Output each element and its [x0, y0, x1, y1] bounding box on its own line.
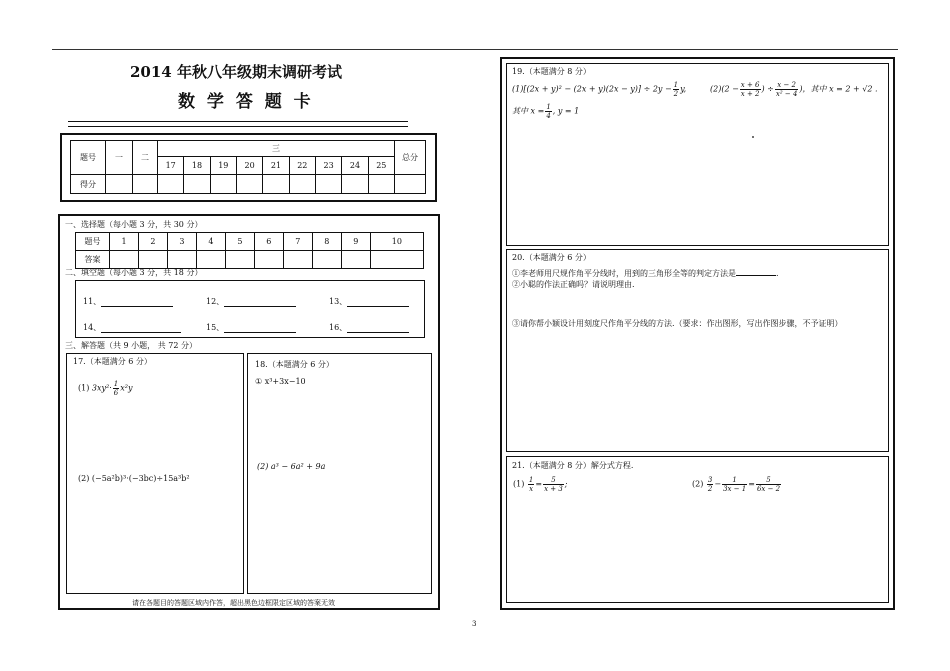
- score-cell[interactable]: [289, 175, 315, 194]
- score-sub-col: 23: [315, 157, 341, 175]
- score-row-label-num: 题号: [71, 141, 106, 175]
- q19-cond-num: 1: [546, 103, 551, 111]
- q19-part1: [512, 81, 686, 98]
- q21-p1-num2: 5: [543, 476, 564, 485]
- q19-cond-den: 4: [546, 112, 551, 120]
- score-sub-col: 20: [236, 157, 262, 175]
- q19-p1-fraction: [673, 81, 679, 98]
- section2-title: 二、填空题（每小题 3 分，共 18 分）: [65, 268, 203, 277]
- q20-title: 20.（本题满分 6 分）: [512, 253, 591, 262]
- q21-title: 21.（本题满分 8 分）解分式方程.: [512, 461, 634, 470]
- choice-answer-cell[interactable]: [110, 251, 139, 269]
- q17-part2: (2) (−5a²b)³·(−3bc)÷15a³b²: [78, 474, 190, 483]
- score-col-one: 一: [106, 141, 133, 175]
- score-cell[interactable]: [315, 175, 341, 194]
- page-number: 3: [472, 620, 477, 628]
- score-cell[interactable]: [133, 175, 158, 194]
- choice-answer-cell[interactable]: [167, 251, 196, 269]
- score-col-three: 三: [158, 141, 395, 157]
- score-col-two: 二: [133, 141, 158, 175]
- q20-blank[interactable]: [736, 266, 776, 276]
- exam-title: 2014 年秋八年级期末调研考试: [130, 63, 342, 81]
- q19-p1-den: 2: [673, 90, 679, 98]
- blank-11[interactable]: [101, 297, 173, 307]
- q19-p2-num2: x − 2: [775, 81, 799, 90]
- score-cell[interactable]: [395, 175, 426, 194]
- choice-answer-cell[interactable]: [225, 251, 254, 269]
- blank-15[interactable]: [224, 323, 296, 333]
- q21-part1: [513, 476, 567, 493]
- q18-part2: (2) a³ − 6a² + 9a: [257, 462, 326, 471]
- blank-14[interactable]: [101, 323, 181, 333]
- q21-p2-num1: 3: [707, 476, 713, 484]
- q21-p2-fraction-1: [707, 476, 713, 493]
- q21-p2-minus: −: [714, 479, 722, 489]
- q21-p2-eq: =: [748, 479, 755, 489]
- q19-p1-num: 1: [673, 81, 679, 89]
- choice-row-label-ans: 答案: [76, 251, 110, 269]
- q17-p1-fraction: [113, 380, 119, 397]
- choice-num: 5: [225, 233, 254, 251]
- q21-p2-num3: 5: [756, 476, 781, 485]
- q21-p2-fraction-3: [756, 476, 781, 493]
- score-sub-col: 18: [184, 157, 210, 175]
- choice-num: 6: [254, 233, 283, 251]
- blank-label-12: 12、: [206, 297, 225, 306]
- score-cell[interactable]: [263, 175, 289, 194]
- q21-p1-fraction-1: [528, 476, 534, 493]
- score-cell[interactable]: [210, 175, 236, 194]
- q21-p1-fraction-2: [543, 476, 564, 493]
- blank-16[interactable]: [347, 323, 409, 333]
- q17-p1-label: (1): [78, 383, 90, 393]
- score-sub-col: 19: [210, 157, 236, 175]
- blank-label-14: 14、: [83, 323, 102, 332]
- q21-p1-end: ;: [564, 479, 568, 489]
- q19-part1-condition: [512, 103, 579, 120]
- q21-p2-fraction-2: [722, 476, 747, 493]
- q21-p2-label: (2): [692, 479, 704, 489]
- scan-speck: [752, 136, 754, 138]
- q17-p1-num: 1: [113, 380, 119, 388]
- q19-part2: [710, 81, 878, 98]
- q19-title: 19.（本题满分 8 分）: [512, 67, 591, 76]
- q21-p1-den2: x + 3: [544, 485, 563, 493]
- q17-p1-b: x²y: [120, 383, 133, 393]
- score-cell[interactable]: [106, 175, 133, 194]
- choice-answer-table: [75, 232, 424, 269]
- top-rule: [52, 49, 898, 50]
- choice-answer-cell[interactable]: [341, 251, 370, 269]
- q21-p1-label: (1): [513, 479, 525, 489]
- q19-cond-a: 其中 x =: [512, 106, 545, 116]
- q20-line1-text: ①李老师用尺规作角平分线时，用到的三角形全等的判定方法是: [512, 269, 736, 278]
- blank-label-13: 13、: [329, 297, 348, 306]
- q21-p2-num2: 1: [722, 476, 747, 485]
- q17-part1: [78, 380, 132, 397]
- score-cell[interactable]: [368, 175, 394, 194]
- q21-part2: [692, 476, 782, 493]
- blank-13[interactable]: [347, 297, 409, 307]
- q19-cond-fraction: [545, 103, 551, 120]
- choice-answer-cell[interactable]: [254, 251, 283, 269]
- section3-title: 三、解答题（共 9 小题， 共 72 分）: [65, 341, 197, 350]
- q19-p1-b: y,: [680, 84, 687, 94]
- score-sub-col: 17: [158, 157, 184, 175]
- q21-p2-den3: 6x − 2: [756, 485, 781, 493]
- blank-12[interactable]: [224, 297, 296, 307]
- q21-p1-num1: 1: [528, 476, 534, 484]
- choice-num: 2: [138, 233, 167, 251]
- score-sub-col: 22: [289, 157, 315, 175]
- choice-answer-cell[interactable]: [196, 251, 225, 269]
- score-cell[interactable]: [158, 175, 184, 194]
- card-subtitle: 数 学 答 题 卡: [178, 92, 314, 112]
- q21-p2-den2: 3x − 1: [723, 485, 747, 493]
- q20-line1: [512, 266, 779, 279]
- q20-line3: ③请你帮小颖设计用刻度尺作角平分线的方法.（要求：作出图形，写出作图步骤，不予证明）: [512, 319, 843, 328]
- choice-num: 10: [370, 233, 423, 251]
- score-cell[interactable]: [184, 175, 210, 194]
- choice-num: 4: [196, 233, 225, 251]
- score-sub-col: 25: [368, 157, 394, 175]
- score-table: [70, 140, 426, 194]
- q19-cond-b: , y = 1: [552, 106, 580, 116]
- choice-num: 7: [283, 233, 312, 251]
- q19-p2-op: ) ÷: [761, 84, 774, 94]
- choice-num: 8: [312, 233, 341, 251]
- q19-p2-num1: x + 6: [740, 81, 760, 89]
- section1-title: 一、选择题（每小题 3 分，共 30 分）: [65, 220, 203, 229]
- choice-num: 1: [110, 233, 139, 251]
- footer-note: 请在各题目的答题区域内作答，超出黑色边框限定区域的答案无效: [132, 599, 335, 607]
- q18-answer-box[interactable]: [247, 353, 432, 594]
- choice-answer-cell[interactable]: [370, 251, 423, 269]
- blank-label-11: 11、: [83, 297, 102, 306]
- q19-p2-den2: x² − 4: [775, 90, 798, 98]
- q18-part1: ① x³+3x−10: [255, 377, 306, 386]
- score-cell[interactable]: [342, 175, 368, 194]
- q19-p2-a: (2)(2 −: [710, 84, 739, 94]
- q20-line1-end: .: [776, 269, 779, 278]
- choice-answer-cell[interactable]: [138, 251, 167, 269]
- score-sub-col: 21: [263, 157, 289, 175]
- choice-row-label-num: 题号: [76, 233, 110, 251]
- choice-num: 3: [167, 233, 196, 251]
- q19-p1-a: (1)[(2x + y)² − (2x + y)(2x − y)] ÷ 2y −: [512, 84, 672, 94]
- q19-p2-den1: x + 2: [740, 90, 760, 98]
- choice-answer-cell[interactable]: [283, 251, 312, 269]
- q21-p1-den1: x: [529, 485, 534, 493]
- q19-p2-fraction-1: [740, 81, 761, 98]
- score-col-total: 总分: [395, 141, 426, 175]
- q21-p1-eq: =: [535, 479, 543, 489]
- q17-title: 17.（本题满分 6 分）: [73, 357, 152, 366]
- q17-p1-den: 6: [113, 389, 119, 397]
- blank-label-16: 16、: [329, 323, 348, 332]
- q20-line2: ②小聪的作法正确吗？请说明理由.: [512, 280, 635, 289]
- q19-p2-b: )，其中 x = 2 + √2 .: [799, 84, 878, 94]
- q21-p2-den1: 2: [707, 485, 713, 493]
- score-row-label-score: 得分: [71, 175, 106, 194]
- choice-answer-cell[interactable]: [312, 251, 341, 269]
- choice-num: 9: [341, 233, 370, 251]
- blank-label-15: 15、: [206, 323, 225, 332]
- score-cell[interactable]: [236, 175, 262, 194]
- title-double-rule: [68, 121, 408, 127]
- q19-p2-fraction-2: [775, 81, 799, 98]
- q17-p1-a: 3xy²·: [91, 383, 112, 393]
- score-sub-col: 24: [342, 157, 368, 175]
- q18-title: 18.（本题满分 6 分）: [255, 360, 334, 369]
